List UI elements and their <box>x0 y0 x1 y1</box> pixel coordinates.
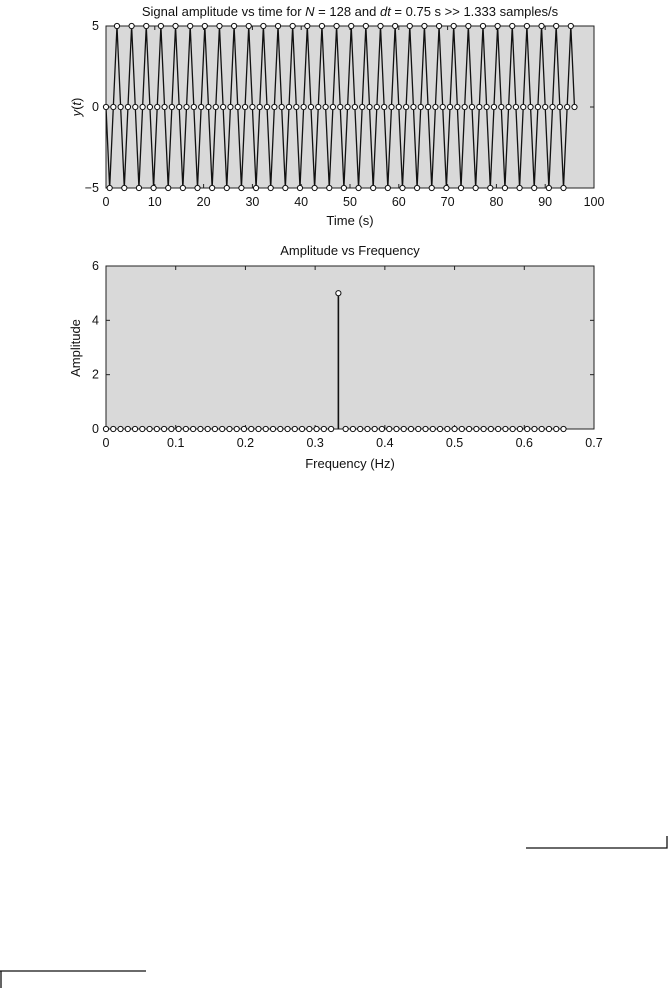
amplitude-bin-marker <box>488 426 493 431</box>
signal-sample-point <box>447 104 452 109</box>
amplitude-bin-marker <box>350 426 355 431</box>
signal-sample-point <box>367 104 372 109</box>
signal-sample-point <box>228 104 233 109</box>
signal-sample-point <box>195 185 200 190</box>
amplitude-bin-marker <box>358 426 363 431</box>
signal-sample-point <box>554 23 559 28</box>
time-x-tick-label: 40 <box>294 195 309 209</box>
signal-sample-point <box>257 104 262 109</box>
amplitude-bin-marker <box>379 426 384 431</box>
signal-sample-point <box>510 23 515 28</box>
signal-sample-point <box>235 104 240 109</box>
signal-sample-point <box>572 104 577 109</box>
signal-sample-point <box>455 104 460 109</box>
signal-sample-point <box>312 185 317 190</box>
signal-sample-point <box>213 104 218 109</box>
signal-sample-point <box>502 185 507 190</box>
time-domain-chart <box>69 4 604 228</box>
signal-sample-point <box>283 185 288 190</box>
time-x-tick-label: 0 <box>102 195 110 209</box>
frequency-x-tick-label: 0.5 <box>445 436 464 450</box>
signal-sample-point <box>480 23 485 28</box>
frequency-x-tick-label: 0.1 <box>167 436 185 450</box>
signal-sample-point <box>129 23 134 28</box>
frequency-x-axis-label: Frequency (Hz) <box>305 456 395 471</box>
amplitude-bin-marker <box>329 426 334 431</box>
signal-sample-point <box>484 104 489 109</box>
signal-sample-point <box>151 185 156 190</box>
amplitude-bin-marker <box>510 426 515 431</box>
amplitude-bin-marker <box>256 426 261 431</box>
signal-sample-point <box>316 104 321 109</box>
signal-sample-point <box>491 104 496 109</box>
signal-sample-point <box>206 104 211 109</box>
signal-sample-point <box>232 23 237 28</box>
amplitude-bin-marker <box>321 426 326 431</box>
signal-sample-point <box>239 185 244 190</box>
signal-sample-point <box>407 23 412 28</box>
signal-sample-point <box>264 104 269 109</box>
signal-sample-point <box>111 104 116 109</box>
amplitude-bin-marker <box>191 426 196 431</box>
frequency-x-tick-label: 0.6 <box>515 436 533 450</box>
amplitude-bin-marker <box>212 426 217 431</box>
signal-sample-point <box>374 104 379 109</box>
signal-sample-point <box>352 104 357 109</box>
signal-sample-point <box>275 23 280 28</box>
frequency-y-tick-label: 4 <box>92 313 99 328</box>
signal-sample-point <box>539 23 544 28</box>
signal-sample-point <box>327 185 332 190</box>
amplitude-bin-marker <box>227 426 232 431</box>
signal-sample-point <box>253 185 258 190</box>
amplitude-y-axis-label: Amplitude <box>68 319 83 377</box>
signal-sample-point <box>506 104 511 109</box>
signal-sample-point <box>286 104 291 109</box>
signal-sample-point <box>272 104 277 109</box>
signal-sample-point <box>557 104 562 109</box>
signal-sample-point <box>396 104 401 109</box>
time-y-tick-label: −5 <box>84 181 99 195</box>
signal-sample-point <box>242 104 247 109</box>
amplitude-bin-marker <box>132 426 137 431</box>
signal-sample-point <box>290 23 295 28</box>
amplitude-bin-marker <box>467 426 472 431</box>
signal-sample-point <box>532 185 537 190</box>
signal-sample-point <box>477 104 482 109</box>
signal-sample-point <box>550 104 555 109</box>
signal-sample-point <box>400 185 405 190</box>
time-x-tick-label: 60 <box>391 195 406 209</box>
page-rule-right <box>526 836 667 848</box>
signal-sample-point <box>341 185 346 190</box>
signal-sample-point <box>169 104 174 109</box>
amplitude-bin-marker <box>539 426 544 431</box>
signal-sample-point <box>521 104 526 109</box>
signal-sample-point <box>199 104 204 109</box>
frequency-x-tick-label: 0.4 <box>376 436 394 450</box>
signal-sample-point <box>356 185 361 190</box>
signal-sample-point <box>319 23 324 28</box>
frequency-x-tick-label: 0.7 <box>585 436 603 450</box>
frequency-x-tick-label: 0 <box>102 436 110 450</box>
signal-sample-point <box>166 185 171 190</box>
signal-sample-point <box>378 23 383 28</box>
amplitude-bin-marker <box>394 426 399 431</box>
signal-sample-point <box>389 104 394 109</box>
amplitude-bin-marker <box>314 426 319 431</box>
signal-sample-point <box>279 104 284 109</box>
signal-sample-point <box>440 104 445 109</box>
amplitude-bin-marker <box>299 426 304 431</box>
time-y-axis-label: y(t) <box>69 97 84 117</box>
time-x-tick-label: 70 <box>440 195 455 209</box>
signal-sample-point <box>268 185 273 190</box>
signal-sample-point <box>528 104 533 109</box>
amplitude-bin-marker <box>452 426 457 431</box>
signal-sample-point <box>188 23 193 28</box>
signal-sample-point <box>158 23 163 28</box>
signal-sample-point <box>122 185 127 190</box>
signal-sample-point <box>155 104 160 109</box>
amplitude-bin-marker <box>147 426 152 431</box>
frequency-y-tick-label: 0 <box>92 422 99 436</box>
signal-sample-point <box>466 23 471 28</box>
amplitude-bin-marker <box>234 426 239 431</box>
time-x-tick-label: 80 <box>489 195 504 209</box>
amplitude-bin-marker <box>183 426 188 431</box>
amplitude-bin-marker <box>554 426 559 431</box>
amplitude-bin-marker <box>372 426 377 431</box>
amplitude-bin-marker <box>343 426 348 431</box>
amplitude-bin-marker <box>546 426 551 431</box>
signal-sample-point <box>363 23 368 28</box>
signal-sample-point <box>103 104 108 109</box>
amplitude-bin-marker <box>437 426 442 431</box>
signal-sample-point <box>433 104 438 109</box>
time-x-tick-label: 90 <box>538 195 553 209</box>
amplitude-bin-marker <box>307 426 312 431</box>
amplitude-bin-marker <box>169 426 174 431</box>
signal-sample-point <box>184 104 189 109</box>
signal-sample-point <box>565 104 570 109</box>
signal-sample-point <box>499 104 504 109</box>
frequency-x-tick-label: 0.3 <box>306 436 324 450</box>
signal-sample-point <box>294 104 299 109</box>
signal-sample-point <box>147 104 152 109</box>
signal-sample-point <box>180 185 185 190</box>
signal-sample-point <box>338 104 343 109</box>
signal-sample-point <box>323 104 328 109</box>
amplitude-bin-marker <box>249 426 254 431</box>
amplitude-bin-marker <box>140 426 145 431</box>
time-x-tick-label: 50 <box>343 195 357 209</box>
signal-sample-point <box>118 104 123 109</box>
signal-sample-point <box>144 23 149 28</box>
signal-sample-point <box>107 185 112 190</box>
signal-sample-point <box>224 185 229 190</box>
signal-sample-point <box>524 23 529 28</box>
time-x-tick-label: 10 <box>147 195 162 209</box>
amplitude-bin-marker <box>503 426 508 431</box>
signal-sample-point <box>125 104 130 109</box>
signal-sample-point <box>561 185 566 190</box>
signal-sample-point <box>513 104 518 109</box>
signal-sample-point <box>133 104 138 109</box>
signal-sample-point <box>136 185 141 190</box>
signal-sample-point <box>349 23 354 28</box>
signal-sample-point <box>385 185 390 190</box>
amplitude-bin-marker <box>270 426 275 431</box>
amplitude-bin-marker <box>517 426 522 431</box>
signal-sample-point <box>301 104 306 109</box>
amplitude-bin-marker <box>561 426 566 431</box>
signal-sample-point <box>425 104 430 109</box>
signal-sample-point <box>330 104 335 109</box>
time-chart-title: Signal amplitude vs time for N = 128 and dt = 0.75 s >> 1.333 samples/s <box>141 4 559 19</box>
signal-sample-point <box>162 104 167 109</box>
amplitude-bin-marker <box>263 426 268 431</box>
signal-sample-point <box>250 104 255 109</box>
amplitude-bin-marker <box>111 426 116 431</box>
signal-sample-point <box>334 23 339 28</box>
amplitude-bin-marker <box>241 426 246 431</box>
signal-sample-point <box>140 104 145 109</box>
amplitude-bin-marker <box>125 426 130 431</box>
signal-sample-point <box>246 23 251 28</box>
amplitude-bin-marker <box>423 426 428 431</box>
signal-sample-point <box>546 185 551 190</box>
amplitude-bin-marker <box>387 426 392 431</box>
signal-sample-point <box>451 23 456 28</box>
signal-sample-point <box>210 185 215 190</box>
amplitude-bin-marker <box>481 426 486 431</box>
amplitude-bin-marker <box>525 426 530 431</box>
amplitude-bin-marker <box>205 426 210 431</box>
signal-sample-point <box>173 23 178 28</box>
signal-sample-point <box>469 104 474 109</box>
signal-sample-point <box>202 23 207 28</box>
signal-sample-point <box>488 185 493 190</box>
signal-sample-point <box>371 185 376 190</box>
signal-sample-point <box>305 23 310 28</box>
signal-sample-point <box>217 23 222 28</box>
signal-sample-point <box>345 104 350 109</box>
signal-sample-point <box>429 185 434 190</box>
amplitude-bin-marker <box>408 426 413 431</box>
time-y-tick-label: 0 <box>92 100 99 114</box>
signal-sample-point <box>177 104 182 109</box>
time-x-tick-label: 20 <box>196 195 211 209</box>
amplitude-bin-marker <box>154 426 159 431</box>
signal-sample-point <box>360 104 365 109</box>
amplitude-bin-marker <box>496 426 501 431</box>
amplitude-bin-marker <box>532 426 537 431</box>
amplitude-bin-marker <box>401 426 406 431</box>
amplitude-bin-marker <box>220 426 225 431</box>
signal-sample-point <box>404 104 409 109</box>
amplitude-bin-marker <box>162 426 167 431</box>
amplitude-bin-marker <box>118 426 123 431</box>
amplitude-bin-marker <box>459 426 464 431</box>
amplitude-bin-marker <box>445 426 450 431</box>
amplitude-bin-marker <box>176 426 181 431</box>
signal-sample-point <box>444 185 449 190</box>
signal-sample-point <box>535 104 540 109</box>
amplitude-bin-marker <box>416 426 421 431</box>
signal-sample-point <box>411 104 416 109</box>
time-y-tick-label: 5 <box>92 19 99 33</box>
amplitude-bin-marker <box>365 426 370 431</box>
signal-sample-point <box>436 23 441 28</box>
signal-sample-point <box>415 185 420 190</box>
signal-sample-point <box>297 185 302 190</box>
time-x-tick-label: 100 <box>583 195 605 209</box>
amplitude-bin-marker <box>474 426 479 431</box>
signal-sample-point <box>462 104 467 109</box>
signal-sample-point <box>422 23 427 28</box>
amplitude-bin-marker <box>292 426 297 431</box>
signal-sample-point <box>261 23 266 28</box>
frequency-y-tick-label: 2 <box>92 367 99 382</box>
signal-sample-point <box>473 185 478 190</box>
amplitude-bin-marker <box>198 426 203 431</box>
amplitude-peak-marker <box>336 291 341 296</box>
time-x-axis-label: Time (s) <box>326 213 374 228</box>
amplitude-bin-marker <box>285 426 290 431</box>
signal-sample-point <box>495 23 500 28</box>
signal-sample-point <box>418 104 423 109</box>
time-x-tick-label: 30 <box>245 195 260 209</box>
frequency-plot-area <box>106 266 594 429</box>
signal-sample-point <box>382 104 387 109</box>
signal-sample-point <box>517 185 522 190</box>
signal-sample-point <box>114 23 119 28</box>
signal-sample-point <box>221 104 226 109</box>
frequency-y-tick-label: 6 <box>92 259 99 273</box>
signal-sample-point <box>308 104 313 109</box>
frequency-x-tick-label: 0.2 <box>236 436 255 450</box>
signal-sample-point <box>568 23 573 28</box>
signal-sample-point <box>393 23 398 28</box>
frequency-chart-title: Amplitude vs Frequency <box>280 243 420 258</box>
frequency-domain-chart <box>68 243 603 471</box>
signal-sample-point <box>543 104 548 109</box>
signal-sample-point <box>191 104 196 109</box>
amplitude-bin-marker <box>278 426 283 431</box>
signal-sample-point <box>458 185 463 190</box>
amplitude-bin-marker <box>103 426 108 431</box>
amplitude-bin-marker <box>430 426 435 431</box>
